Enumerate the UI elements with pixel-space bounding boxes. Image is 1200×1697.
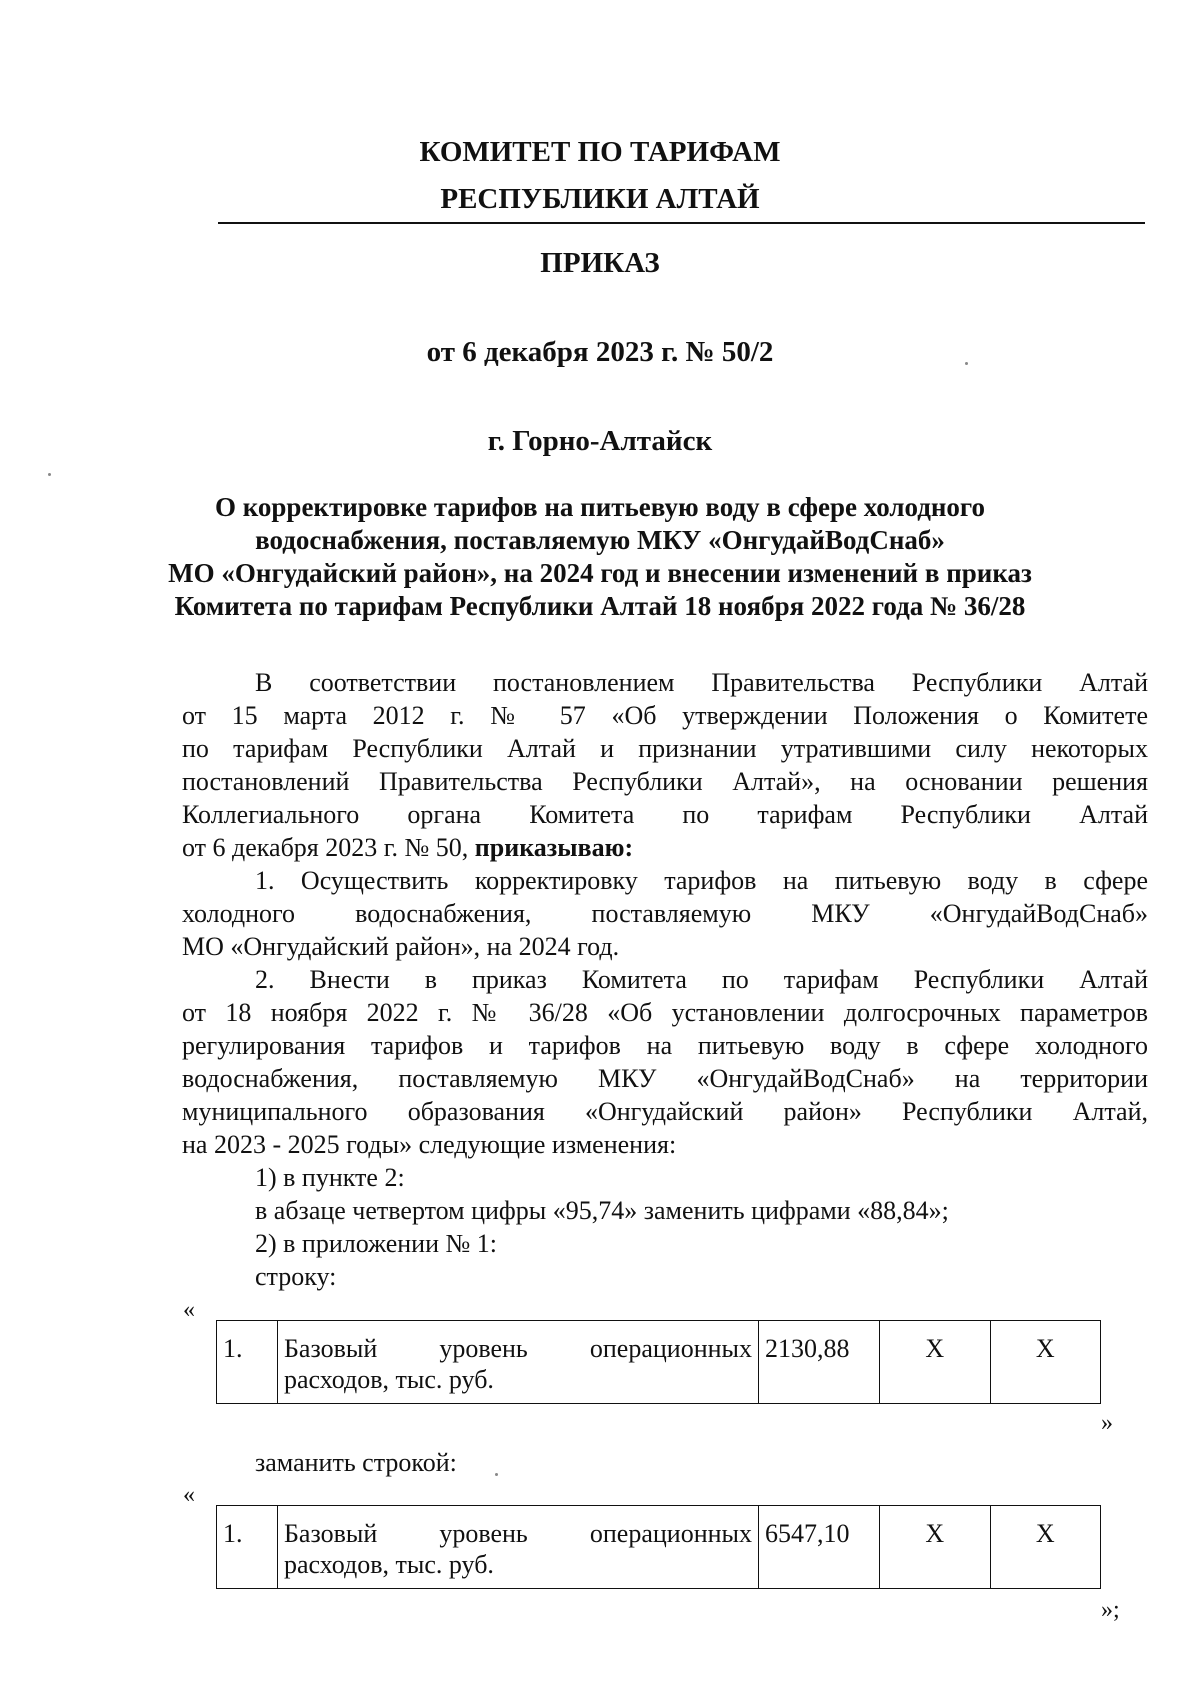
table-row bbox=[217, 1506, 1101, 1589]
title-line4: Комитета по тарифам Республики Алтай 18 ноября 2022 года № 36/28 bbox=[174, 591, 1026, 621]
table-cell-name-line2: расходов, тыс. руб. bbox=[284, 1550, 494, 1579]
table-new-row bbox=[216, 1505, 1101, 1589]
item2-line4: водоснабжения, поставляемую МКУ «ОнгудайВодСнаб» на территории bbox=[182, 1064, 1148, 1093]
title-line1: О корректировке тарифов на питьевую воду в сфере холодного bbox=[214, 492, 986, 522]
table-cell-x1: X bbox=[880, 1506, 991, 1589]
document-city: г. Горно-Алтайск bbox=[487, 425, 713, 457]
table-cell-name-line1: Базовый уровень операционных bbox=[284, 1519, 752, 1548]
scan-speck bbox=[495, 1473, 498, 1476]
title-line3: МО «Онгудайский район», на 2024 год и внесении изменений в приказ bbox=[168, 558, 1032, 588]
table-cell-value: 2130,88 bbox=[759, 1321, 880, 1404]
table-cell-name-line2: расходов, тыс. руб. bbox=[284, 1365, 494, 1394]
table-cell-number: 1. bbox=[217, 1506, 278, 1589]
table-cell-value: 6547,10 bbox=[759, 1506, 880, 1589]
table-old-row bbox=[216, 1320, 1101, 1404]
table-cell-x1: X bbox=[880, 1321, 991, 1404]
preamble-line6 bbox=[182, 833, 633, 863]
item1-line2: холодного водоснабжения, поставляемую МКУ «ОнгудайВодСнаб» bbox=[182, 899, 1148, 928]
item1-line1: 1. Осуществить корректировку тарифов на питьевую воду в сфере bbox=[255, 866, 1148, 895]
document-date-number: от 6 декабря 2023 г. № 50/2 bbox=[426, 336, 774, 368]
open-quote-2: « bbox=[183, 1482, 195, 1508]
item2-line6: на 2023 - 2025 годы» следующие изменения: bbox=[182, 1130, 677, 1159]
org-name-line1: КОМИТЕТ ПО ТАРИФАМ bbox=[419, 136, 781, 168]
item2-line2: от 18 ноября 2022 г. № 36/28 «Об установлении долгосрочных параметров bbox=[182, 998, 1148, 1027]
item2-sub1-text: в абзаце четвертом цифры «95,74» заменить цифрами «88,84»; bbox=[255, 1196, 949, 1225]
replace-label: заманить строкой: bbox=[255, 1448, 457, 1477]
open-quote-1: « bbox=[183, 1297, 195, 1323]
preamble-line2: от 15 марта 2012 г. № 57 «Об утверждении Положения о Комитете bbox=[182, 701, 1148, 730]
table-cell-name bbox=[278, 1321, 759, 1404]
table-cell-x2: X bbox=[990, 1506, 1101, 1589]
item2-line1: 2. Внести в приказ Комитета по тарифам Республики Алтай bbox=[255, 965, 1148, 994]
table-row bbox=[217, 1321, 1101, 1404]
header-rule bbox=[218, 222, 1145, 224]
preamble-line6-text: от 6 декабря 2023 г. № 50, bbox=[182, 833, 475, 862]
item2-line5: муниципального образования «Онгудайский район» Республики Алтай, bbox=[182, 1097, 1148, 1126]
item2-sub1: 1) в пункте 2: bbox=[255, 1163, 405, 1192]
table-cell-name-line1: Базовый уровень операционных bbox=[284, 1334, 752, 1363]
table-cell-x2: X bbox=[990, 1321, 1101, 1404]
preamble-line3: по тарифам Республики Алтай и признании утратившими силу некоторых bbox=[182, 734, 1148, 763]
row-label: строку: bbox=[255, 1262, 337, 1291]
preamble-line1: В соответствии постановлением Правительства Республики Алтай bbox=[255, 668, 1148, 697]
order-word: приказываю: bbox=[474, 833, 634, 862]
item2-line3: регулирования тарифов и тарифов на питьевую воду в сфере холодного bbox=[182, 1031, 1148, 1060]
scan-speck bbox=[48, 473, 51, 476]
close-quote-2: »; bbox=[1101, 1597, 1120, 1623]
table-cell-number: 1. bbox=[217, 1321, 278, 1404]
close-quote-1: » bbox=[1101, 1410, 1113, 1436]
scan-speck bbox=[965, 362, 968, 365]
preamble-line4: постановлений Правительства Республики Алтай», на основании решения bbox=[182, 767, 1148, 796]
preamble-line5: Коллегиального органа Комитета по тарифам Республики Алтай bbox=[182, 800, 1148, 829]
item2-sub2: 2) в приложении № 1: bbox=[255, 1229, 498, 1258]
document-type: ПРИКАЗ bbox=[540, 247, 660, 279]
table-cell-name bbox=[278, 1506, 759, 1589]
org-name-line2: РЕСПУБЛИКИ АЛТАЙ bbox=[440, 183, 760, 215]
item1-line3: МО «Онгудайский район», на 2024 год. bbox=[182, 932, 620, 961]
title-line2: водоснабжения, поставляемую МКУ «ОнгудайВодСнаб» bbox=[255, 525, 945, 555]
